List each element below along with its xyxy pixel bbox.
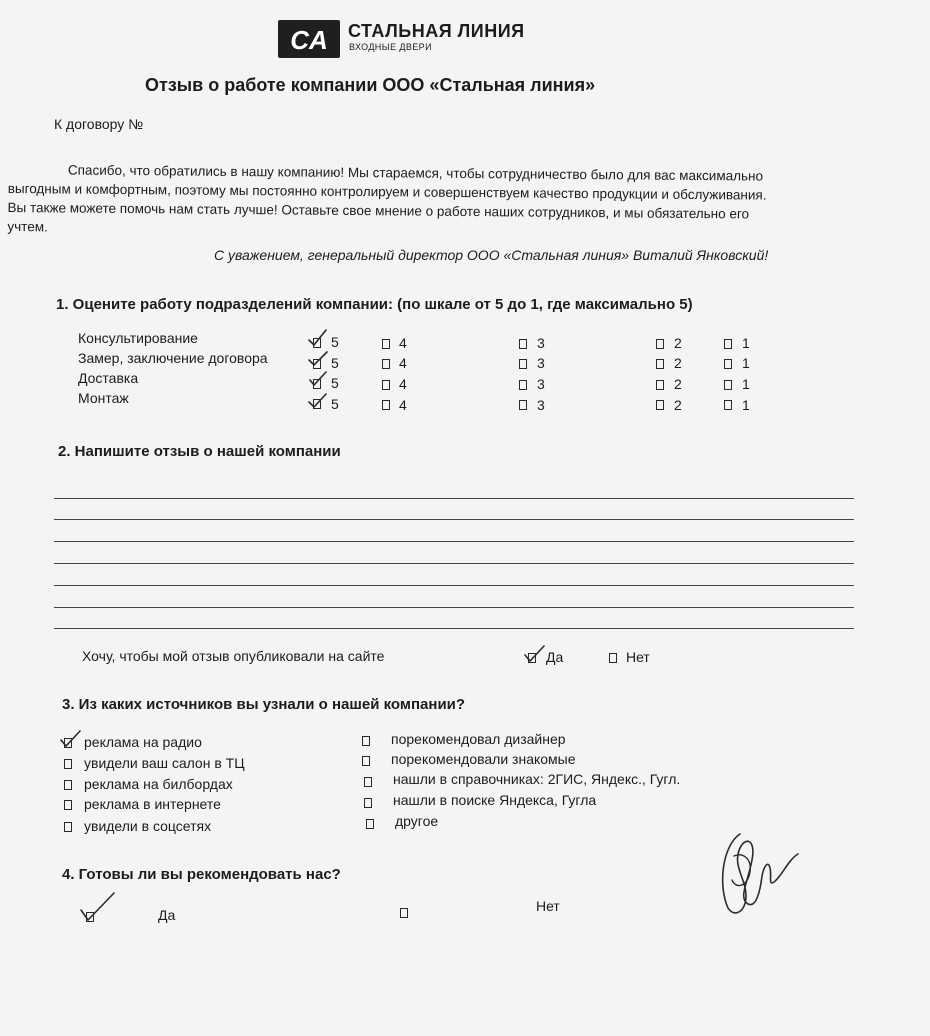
source-option-label: порекомендовали знакомые [391, 751, 576, 767]
source-checkbox[interactable] [366, 819, 374, 829]
company-logo-icon [278, 20, 340, 58]
handwritten-check-icon [58, 728, 82, 750]
q1-row-label: Доставка [78, 370, 139, 386]
publish-yes-label: Да [546, 649, 564, 665]
rating-checkbox[interactable] [382, 400, 390, 410]
recommend-no-checkbox[interactable] [400, 908, 408, 918]
publish-review-label: Хочу, чтобы мой отзыв опубликовали на сайте [82, 648, 385, 664]
rating-checkbox[interactable] [519, 400, 527, 410]
rating-checkbox[interactable] [382, 380, 390, 390]
source-option-label: нашли в справочниках: 2ГИС, Яндекс., Гугл. [393, 771, 681, 787]
q1-row-label: Монтаж [78, 390, 129, 406]
rating-option-label: 4 [399, 355, 407, 371]
question-4-heading: 4. Готовы ли вы рекомендовать нас? [62, 866, 341, 883]
contract-number-label: К договору № [54, 116, 144, 132]
source-checkbox[interactable] [64, 780, 72, 790]
rating-option-label: 4 [399, 397, 407, 413]
rating-option-label: 1 [742, 335, 750, 351]
source-option-label: увидели в соцсетях [84, 818, 212, 834]
rating-option-label: 5 [331, 375, 339, 391]
q1-row-label: Консультирование [78, 330, 198, 346]
company-name: СТАЛЬНАЯ ЛИНИЯ [348, 21, 525, 41]
rating-checkbox[interactable] [724, 380, 732, 390]
intro-line: Вы также можете помочь нам стать лучше! Оставьте свое мнение о работе наших сотрудников, и мы обязательно его [7, 199, 750, 222]
rating-checkbox[interactable] [519, 339, 527, 349]
handwritten-check-icon [306, 348, 330, 368]
rating-option-label: 1 [742, 355, 750, 371]
rating-option-label: 2 [674, 335, 682, 351]
handwritten-check-icon [306, 328, 330, 348]
source-option-label: реклама на радио [84, 734, 202, 750]
recommend-yes-label: Да [158, 907, 176, 923]
answer-line[interactable] [54, 563, 854, 564]
svg-text:CA: CA [290, 25, 328, 55]
rating-option-label: 3 [537, 355, 545, 371]
rating-checkbox[interactable] [382, 359, 390, 369]
source-option-label: реклама на билбордах [84, 776, 233, 792]
rating-option-label: 5 [331, 334, 339, 350]
question-1-heading: 1. Оцените работу подразделений компании: (по шкале от 5 до 1, где максимально 5) [56, 296, 693, 313]
answer-line[interactable] [54, 498, 854, 499]
source-checkbox[interactable] [362, 736, 370, 746]
intro-line: Спасибо, что обратились в нашу компанию! Мы стараемся, чтобы сотрудничество было для вас максимально [67, 162, 764, 184]
q1-row-label: Замер, заключение договора [78, 350, 268, 366]
source-checkbox[interactable] [362, 756, 370, 766]
company-subtitle: ВХОДНЫЕ ДВЕРИ [349, 42, 432, 52]
answer-line[interactable] [54, 628, 854, 629]
handwritten-check-icon [306, 390, 330, 410]
rating-option-label: 3 [537, 397, 545, 413]
answer-line[interactable] [54, 585, 854, 586]
answer-line[interactable] [54, 607, 854, 608]
handwritten-check-icon [522, 643, 546, 665]
source-option-label: порекомендовал дизайнер [391, 731, 566, 747]
rating-option-label: 2 [674, 376, 682, 392]
source-checkbox[interactable] [64, 800, 72, 810]
director-signature-line: С уважением, генеральный директор ООО «Стальная линия» Виталий Янковский! [214, 247, 769, 263]
source-option-label: реклама в интернете [84, 796, 221, 812]
rating-checkbox[interactable] [724, 359, 732, 369]
rating-option-label: 1 [742, 376, 750, 392]
rating-option-label: 4 [399, 376, 407, 392]
intro-text [7, 160, 908, 244]
handwritten-check-icon [306, 369, 330, 389]
rating-option-label: 3 [537, 335, 545, 351]
rating-checkbox[interactable] [519, 359, 527, 369]
source-checkbox[interactable] [364, 777, 372, 787]
source-option-label: нашли в поиске Яндекса, Гугла [393, 792, 597, 808]
source-option-label: другое [395, 813, 439, 829]
rating-checkbox[interactable] [724, 339, 732, 349]
recommend-no-label: Нет [536, 898, 560, 914]
rating-option-label: 1 [742, 397, 750, 413]
question-3-heading: 3. Из каких источников вы узнали о нашей компании? [62, 696, 466, 713]
handwritten-check-icon [78, 890, 118, 926]
intro-line: учтем. [7, 218, 48, 235]
source-checkbox[interactable] [64, 759, 72, 769]
rating-option-label: 4 [399, 335, 407, 351]
source-option-label: увидели ваш салон в ТЦ [84, 755, 245, 771]
rating-checkbox[interactable] [656, 359, 664, 369]
rating-checkbox[interactable] [382, 339, 390, 349]
rating-option-label: 2 [674, 397, 682, 413]
rating-checkbox[interactable] [656, 339, 664, 349]
rating-option-label: 5 [331, 396, 339, 412]
rating-option-label: 5 [331, 355, 339, 371]
rating-checkbox[interactable] [656, 380, 664, 390]
answer-line[interactable] [54, 541, 854, 542]
intro-line: выгодным и комфортным, поэтому мы постоянно контролируем и совершенствуем качество продукции и обслуживания. [7, 180, 767, 203]
answer-line[interactable] [54, 519, 854, 520]
question-2-heading: 2. Напишите отзыв о нашей компании [58, 443, 341, 460]
form-title: Отзыв о работе компании ООО «Стальная линия» [145, 75, 596, 95]
rating-checkbox[interactable] [656, 400, 664, 410]
publish-no-checkbox[interactable] [609, 653, 617, 663]
publish-no-label: Нет [626, 649, 650, 665]
source-checkbox[interactable] [64, 822, 72, 832]
rating-checkbox[interactable] [724, 400, 732, 410]
rating-option-label: 2 [674, 355, 682, 371]
rating-checkbox[interactable] [519, 380, 527, 390]
rating-option-label: 3 [537, 376, 545, 392]
handwritten-signature-icon [712, 826, 807, 921]
source-checkbox[interactable] [364, 798, 372, 808]
